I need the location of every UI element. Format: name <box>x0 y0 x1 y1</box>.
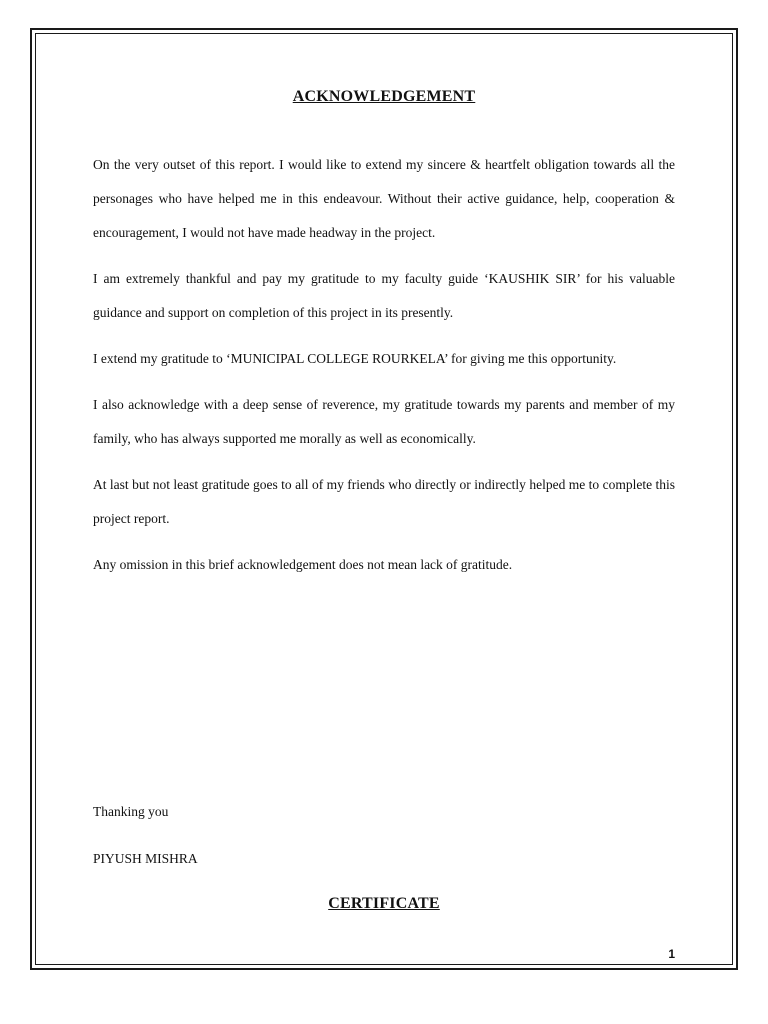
page-number: 1 <box>668 947 675 961</box>
paragraph-4: I also acknowledge with a deep sense of reverence, my gratitude towards my parents and member of my family, who has always supported me morally as well as economically. <box>93 397 675 446</box>
acknowledgement-body <box>93 148 675 594</box>
closing-text: Thanking you <box>93 804 169 819</box>
certificate-heading: CERTIFICATE <box>328 895 440 912</box>
paragraph-6: Any omission in this brief acknowledgement does not mean lack of gratitude. <box>93 557 513 572</box>
acknowledgement-heading: ACKNOWLEDGEMENT <box>292 88 476 105</box>
signature-name: PIYUSH MISHRA <box>93 851 198 866</box>
paragraph-5: At last but not least gratitude goes to all of my friends who directly or indirectly helped me to complete this project report. <box>93 477 675 526</box>
paragraph-2: I am extremely thankful and pay my gratitude to my faculty guide ‘KAUSHIK SIR’ for his valuable guidance and support on completion of this project in its presently. <box>93 271 675 320</box>
paragraph-1: On the very outset of this report. I would like to extend my sincere & heartfelt obligation towards all the personages who have helped me in this endeavour. Without their active guidance, help, cooperation & encouragement, I would not have made headway in the project. <box>93 157 675 240</box>
paragraph-3: I extend my gratitude to ‘MUNICIPAL COLLEGE ROURKELA’ for giving me this opportunity. <box>93 351 617 366</box>
